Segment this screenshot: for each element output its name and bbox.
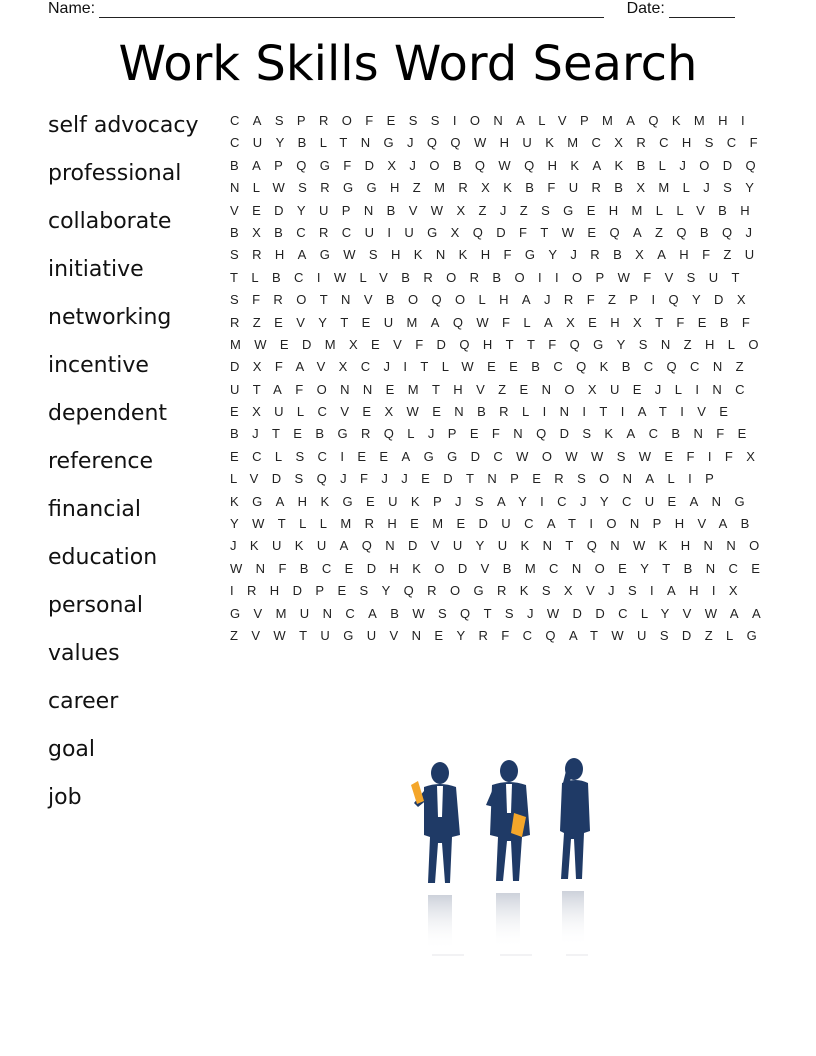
grid-row-letters: BXBCRCUIUGXQDFTWEQAZQBQJ bbox=[230, 224, 766, 240]
grid-row-letters: CUYBLTNGJQQWHUKMCXRCHSCF bbox=[230, 135, 771, 151]
grid-row bbox=[230, 267, 774, 289]
name-blank-line[interactable] bbox=[99, 2, 604, 18]
word-list bbox=[48, 110, 228, 830]
businessmen-silhouettes-icon bbox=[402, 755, 598, 960]
word-list-item: self advocacy bbox=[48, 113, 199, 138]
grid-row bbox=[230, 446, 774, 468]
word-list-item: values bbox=[48, 641, 120, 666]
word-list-item: education bbox=[48, 545, 158, 570]
word-list-item: dependent bbox=[48, 401, 168, 426]
word-list-item: reference bbox=[48, 449, 154, 474]
grid-row bbox=[230, 244, 774, 266]
grid-row-letters: MWEDMXEVFDQHTTFQGYSNZHLO bbox=[230, 336, 772, 352]
grid-row-letters: CASPROFESSIONALVPMAQKMHI bbox=[230, 113, 758, 128]
word-list-item: professional bbox=[48, 161, 182, 186]
grid-row-letters: BAPQGFDXJOBQWQHKAKBLJODQ bbox=[230, 157, 770, 173]
grid-row-letters: ECLSCIEEAGGDCWOWWSWEFIFX bbox=[230, 448, 769, 464]
grid-row bbox=[230, 222, 774, 244]
grid-row bbox=[230, 535, 774, 557]
grid-row-letters: KGAHKGEUKPJSAYICJYCUEANG bbox=[230, 493, 758, 509]
grid-row-letters: IRHDPESYQROGRKSXVJSIAHIX bbox=[230, 583, 751, 599]
grid-row-letters: SFROTNVBOQOLHAJRFZPIQYDX bbox=[230, 292, 759, 308]
grid-row bbox=[230, 177, 774, 199]
grid-row-letters: RZEVYTEUMAQWFLAXEHXTFEBF bbox=[230, 314, 764, 330]
word-list-item: job bbox=[48, 785, 82, 810]
grid-row-letters: YWTLLMRHEMEDUCATIONPHVAB bbox=[230, 516, 763, 532]
word-list-item: incentive bbox=[48, 353, 149, 378]
grid-row bbox=[230, 155, 774, 177]
date-blank-line[interactable] bbox=[669, 2, 735, 18]
grid-row-letters: EXULCVEXWENBRLINITIATIVE bbox=[230, 404, 742, 420]
grid-row bbox=[230, 513, 774, 535]
word-list-item: collaborate bbox=[48, 209, 172, 234]
grid-row-letters: UTAFONNEMTHVZENOXUEJLINC bbox=[230, 381, 758, 397]
grid-row bbox=[230, 379, 774, 401]
grid-row-letters: JKUKUAQNDVUYUKNTQNWKHNNO bbox=[230, 538, 773, 554]
grid-row bbox=[230, 580, 774, 602]
grid-row-letters: SRHAGWSHKNKHFGYJRBXAHFZU bbox=[230, 247, 768, 263]
grid-row bbox=[230, 200, 774, 222]
grid-row bbox=[230, 334, 774, 356]
letter-grid bbox=[230, 110, 774, 647]
name-label: Name: bbox=[48, 0, 96, 17]
grid-row bbox=[230, 132, 774, 154]
grid-row-letters: NLWSRGGHZMRXKBFURBXMLJSY bbox=[230, 180, 768, 196]
grid-row-letters: DXFAVXCJITLWEEBCQKBCQCNZ bbox=[230, 359, 757, 375]
word-list-item: financial bbox=[48, 497, 142, 522]
header-fields bbox=[48, 0, 768, 20]
grid-row-letters: LVDSQJFJJEDTNPERSONALIP bbox=[230, 471, 728, 487]
word-list-item: career bbox=[48, 689, 119, 714]
grid-row bbox=[230, 110, 774, 132]
grid-row bbox=[230, 625, 774, 647]
grid-row bbox=[230, 423, 774, 445]
grid-row bbox=[230, 356, 774, 378]
date-label: Date: bbox=[626, 0, 665, 17]
word-list-item: networking bbox=[48, 305, 172, 330]
grid-row bbox=[230, 491, 774, 513]
word-list-item: goal bbox=[48, 737, 96, 762]
grid-row bbox=[230, 468, 774, 490]
grid-row-letters: BJTEBGRQLJPEFNQDSKACBNFE bbox=[230, 426, 760, 442]
grid-row-letters: TLBCIWLVBRORBOIIOPWFVSUT bbox=[230, 269, 753, 285]
grid-row-letters: GVMUNCABWSQTSJWDDCLYVWAA bbox=[230, 605, 775, 621]
grid-row bbox=[230, 401, 774, 423]
grid-row bbox=[230, 603, 774, 625]
grid-row bbox=[230, 558, 774, 580]
grid-row-letters: WNFBCEDHKODVBMCNOEYTBNCE bbox=[230, 560, 774, 576]
word-list-item: personal bbox=[48, 593, 144, 618]
page-title: Work Skills Word Search bbox=[118, 36, 698, 92]
grid-row bbox=[230, 289, 774, 311]
grid-row-letters: ZVWTUGUVNEYRFCQATWUSDZLG bbox=[230, 627, 771, 643]
grid-row-letters: VEDYUPNBVWXZJZSGEHMLLVBH bbox=[230, 202, 764, 218]
grid-row bbox=[230, 312, 774, 334]
word-list-item: initiative bbox=[48, 257, 144, 282]
